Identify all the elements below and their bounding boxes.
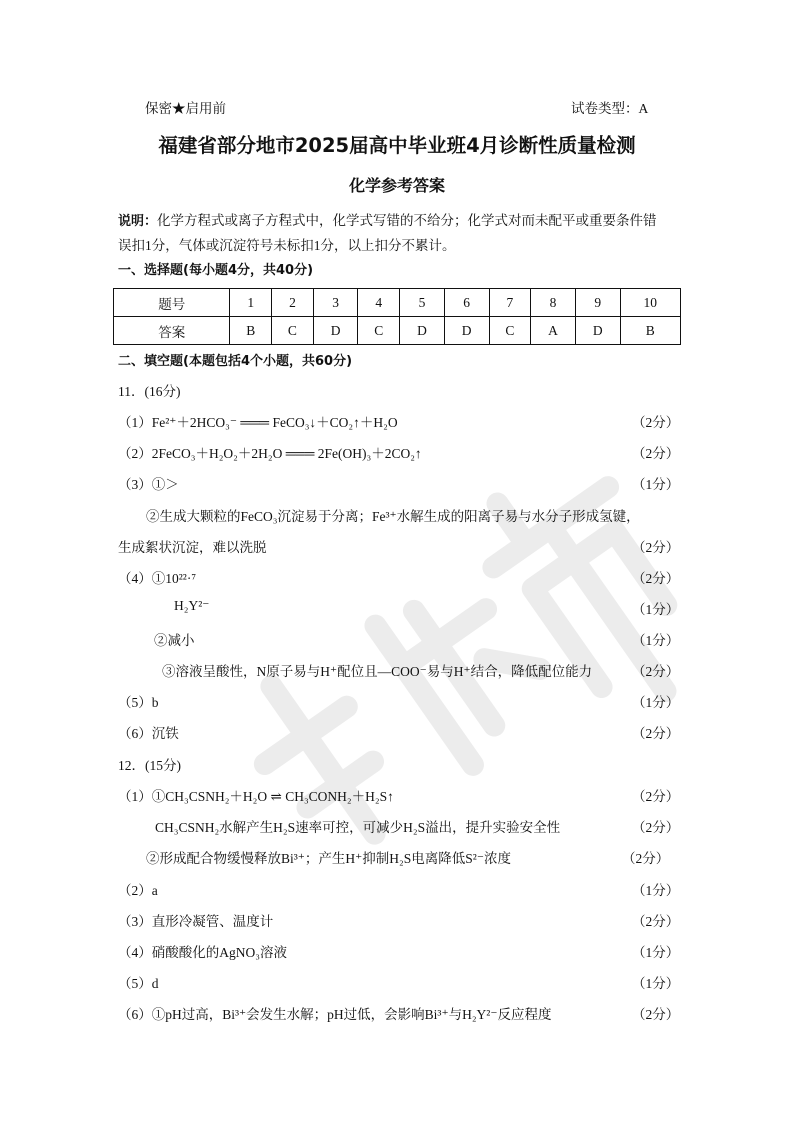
answer-cell: B [230, 317, 272, 345]
answer-score: （1分） [632, 477, 680, 492]
answer-cell: D [400, 317, 445, 345]
answer-cell: C [272, 317, 314, 345]
answer-text: 12．(15分) [118, 758, 181, 773]
answer-score: （2分） [632, 571, 680, 586]
section-1-heading: 一、选择题(每小题4分，共40分) [118, 263, 314, 278]
answer-score: （2分） [632, 664, 680, 679]
answer-line [0, 567, 794, 587]
answer-score: （2分） [632, 726, 680, 741]
answer-line [0, 598, 794, 618]
answer-text: （2）2FeCO₃＋H₂O₂＋2H₂O ═══ 2Fe(OH)₃＋2CO₂↑ [118, 446, 422, 461]
question-number: 5 [400, 289, 445, 317]
answer-score: （1分） [632, 633, 680, 648]
answer-line [0, 691, 794, 711]
answer-text: ②形成配合物缓慢释放Bi³⁺；产生H⁺抑制H₂S电离降低S²⁻浓度 [146, 851, 511, 866]
question-number: 7 [489, 289, 531, 317]
answer-cell: D [575, 317, 620, 345]
answer-score: （1分） [632, 976, 680, 991]
answer-line [0, 629, 794, 649]
answer-text: ②减小 [154, 633, 195, 648]
question-number: 3 [313, 289, 358, 317]
answer-score: （1分） [632, 602, 680, 617]
answer-text: 11．(16分) [118, 384, 181, 399]
answer-line [0, 972, 794, 992]
answer-table [113, 288, 681, 345]
question-number: 8 [531, 289, 576, 317]
answer-cell: A [531, 317, 576, 345]
answer-line [0, 411, 794, 431]
paper-type-label: 试卷类型：A [571, 101, 649, 116]
answer-line [0, 1003, 794, 1023]
answer-text: （6）①pH过高，Bi³⁺会发生水解；pH过低，会影响Bi³⁺与H₂Y²⁻反应程度 [118, 1007, 552, 1022]
answer-score: （2分） [632, 914, 680, 929]
answer-text: ②生成大颗粒的FeCO₃沉淀易于分离；Fe³⁺水解生成的阳离子易与水分子形成氢键， [146, 509, 640, 524]
note-line-1 [118, 209, 657, 229]
question-number: 2 [272, 289, 314, 317]
answer-cell: D [313, 317, 358, 345]
answer-line [0, 380, 794, 400]
note-label: 说明： [118, 214, 158, 229]
answer-text: 生成絮状沉淀，难以洗脱 [118, 540, 267, 555]
answer-text: （1）①CH₃CSNH₂＋H₂O ⇌ CH₃CONH₂＋H₂S↑ [118, 789, 394, 804]
answer-text: （6）沉铁 [118, 726, 179, 741]
question-number: 6 [444, 289, 489, 317]
answer-score: （2分） [632, 789, 680, 804]
answer-text: （5）d [118, 976, 159, 991]
note-text-1: 化学方程式或离子方程式中，化学式写错的不给分；化学式对而未配平或重要条件错 [157, 213, 657, 228]
answer-text: （4）硝酸酸化的AgNO₃溶液 [118, 945, 287, 960]
table-header-cell: 题号 [114, 289, 230, 317]
answer-score: （2分） [632, 540, 680, 555]
answer-line [0, 754, 794, 774]
table-header-cell: 答案 [114, 317, 230, 345]
answer-text: （5）b [118, 695, 159, 710]
answer-cell: D [444, 317, 489, 345]
answer-score: （2分） [632, 820, 680, 835]
answer-score: （1分） [632, 695, 680, 710]
answer-text: （2）a [118, 883, 158, 898]
question-number: 1 [230, 289, 272, 317]
answer-score: （2分） [632, 415, 680, 430]
answer-cell: C [358, 317, 400, 345]
answer-text: ③溶液呈酸性，N原子易与H⁺配位且—COO⁻易与H⁺结合，降低配位能力 [162, 664, 593, 679]
table-row [114, 317, 681, 345]
question-number: 4 [358, 289, 400, 317]
answer-line [0, 785, 794, 805]
answer-line [0, 941, 794, 961]
answer-line [0, 473, 794, 493]
question-number: 9 [575, 289, 620, 317]
answer-line [0, 442, 794, 462]
page-subtitle: 化学参考答案 [348, 176, 445, 195]
table-row [114, 289, 681, 317]
answer-line [0, 847, 794, 867]
answer-text: （1）Fe²⁺＋2HCO₃⁻ ═══ FeCO₃↓＋CO₂↑＋H₂O [118, 415, 398, 430]
answer-line [0, 660, 794, 680]
note-line-2: 误扣1分，气体或沉淀符号未标扣1分，以上扣分不累计。 [118, 238, 456, 253]
answer-score: （2分） [622, 851, 670, 866]
answer-text: （4）①10²²·⁷ [118, 571, 197, 586]
answer-line [0, 722, 794, 742]
answer-text: CH₃CSNH₂水解产生H₂S速率可控，可减少H₂S溢出，提升实验安全性 [155, 820, 561, 835]
answer-score: （1分） [632, 883, 680, 898]
answer-line [0, 505, 794, 525]
answer-line [0, 536, 794, 556]
answer-score: （1分） [632, 945, 680, 960]
answer-line [0, 816, 794, 836]
answer-line [0, 910, 794, 930]
page-title: 福建省部分地市2025届高中毕业班4月诊断性质量检测 [158, 134, 636, 157]
section-2-heading: 二、填空题(本题包括4个小题，共60分) [118, 354, 353, 369]
question-number: 10 [620, 289, 680, 317]
answer-text: （3）直形冷凝管、温度计 [118, 914, 274, 929]
answer-score: （2分） [632, 446, 680, 461]
answer-cell: C [489, 317, 531, 345]
answer-score: （2分） [632, 1007, 680, 1022]
answer-text: （3）①＞ [118, 477, 179, 492]
answer-text: H₂Y²⁻ [174, 598, 210, 613]
answer-line [0, 879, 794, 899]
confidential-label: 保密★启用前 [145, 101, 226, 116]
answer-cell: B [620, 317, 680, 345]
